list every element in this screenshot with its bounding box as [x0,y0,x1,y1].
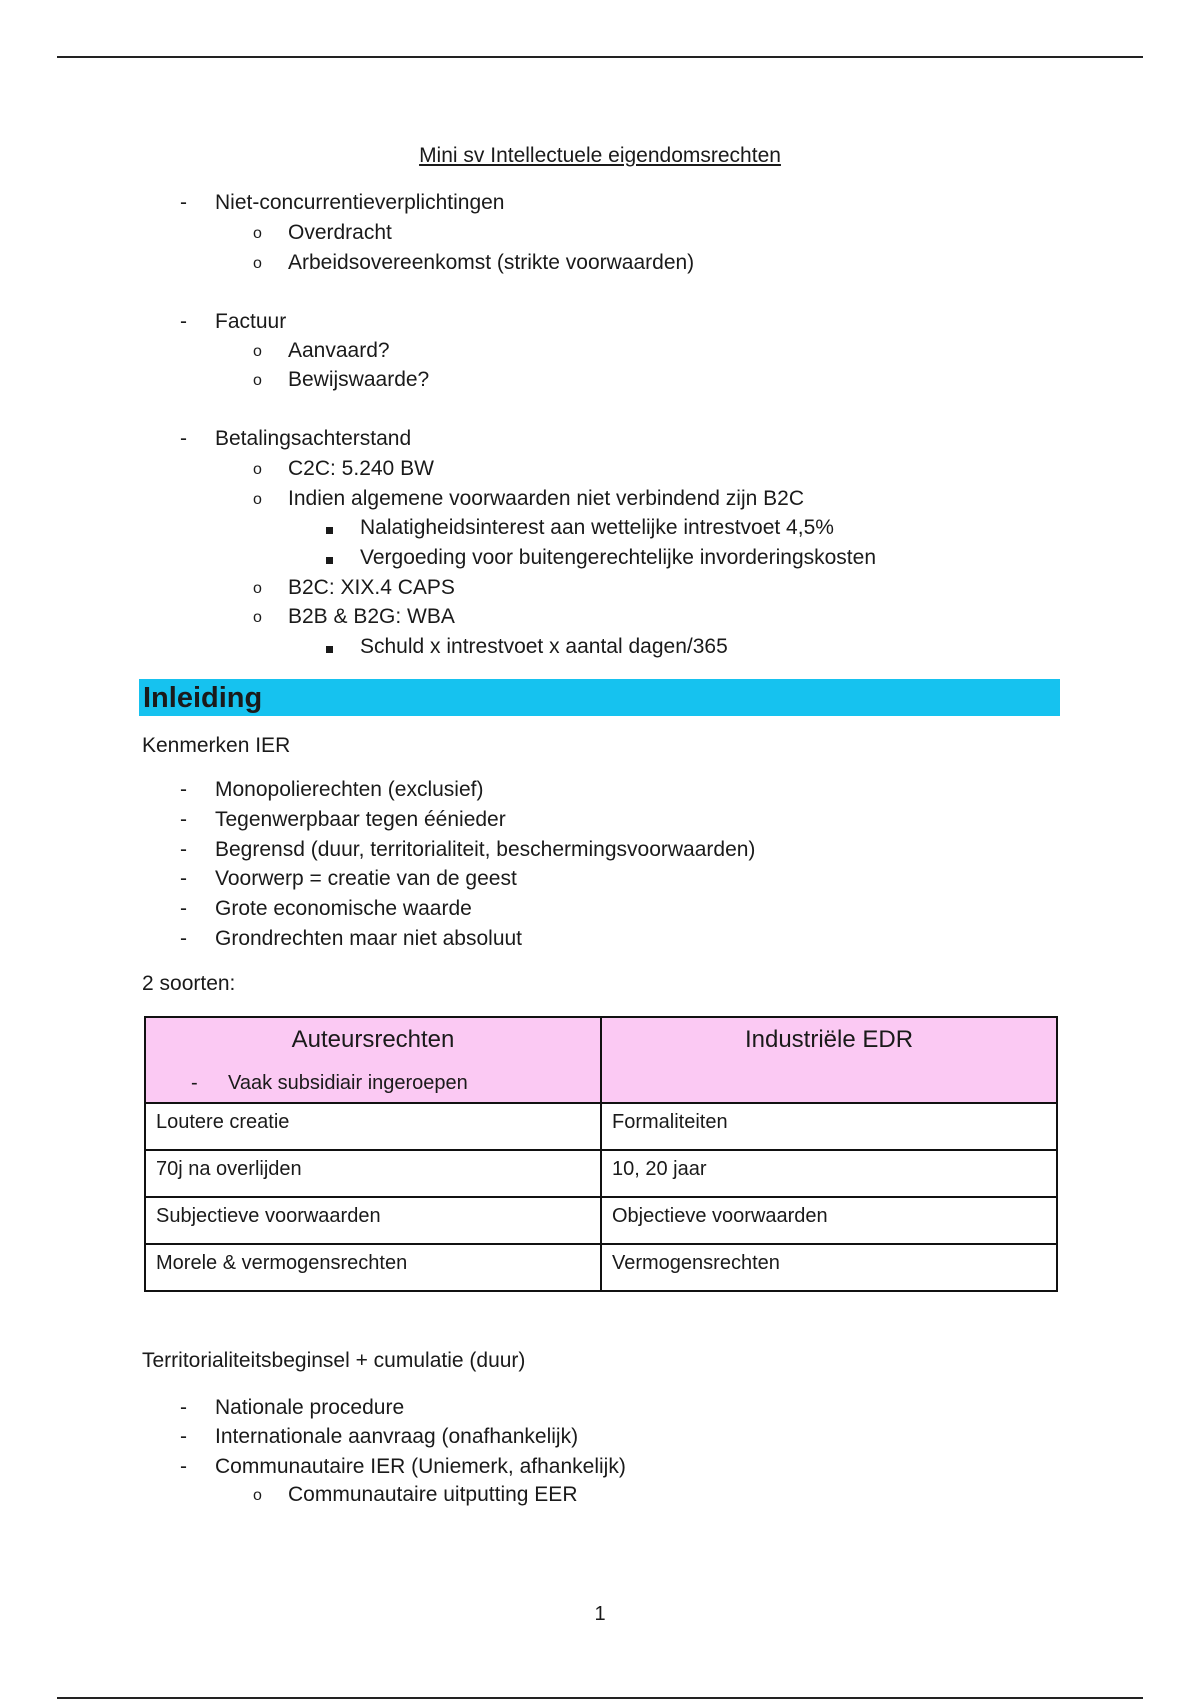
bullet-dash: - [191,1072,198,1094]
bullet-dash: - [180,897,187,920]
table-cell: Formaliteiten [601,1103,1057,1150]
kenmerken-label: Kenmerken IER [142,734,291,757]
footer-rule [57,1697,1143,1699]
list-item: Monopolierechten (exclusief) [215,778,484,801]
list-item: Tegenwerpbaar tegen éénieder [215,808,506,831]
bullet-dash: - [180,1455,187,1478]
bullet-dash: - [180,310,187,333]
list-subitem: Arbeidsovereenkomst (strikte voorwaarden) [288,251,695,274]
bullet-dash: - [180,1396,187,1419]
document-title: Mini sv Intellectuele eigendomsrechten [419,144,781,167]
table-row [145,1244,1057,1291]
bullet-square [326,545,333,571]
list-subitem: Aanvaard? [288,339,390,362]
table-cell: Morele & vermogensrechten [145,1244,601,1291]
bullet-circle: o [253,343,262,360]
bullet-circle: o [253,461,262,478]
header-rule [57,56,1143,58]
table-row [145,1197,1057,1244]
bullet-square [326,634,333,660]
list-subitem: C2C: 5.240 BW [288,457,434,480]
table-cell: 70j na overlijden [145,1150,601,1197]
col2-header: Industriële EDR [744,1026,914,1053]
table-row [145,1103,1057,1150]
bullet-dash: - [180,838,187,861]
table-cell: Vermogensrechten [601,1244,1057,1291]
col1-header-note: Vaak subsidiair ingeroepen [228,1072,468,1094]
bullet-dash: - [180,1425,187,1448]
bullet-dash: - [180,867,187,890]
bullet-square [326,515,333,541]
section-heading-bar [139,679,1060,716]
list-item: Internationale aanvraag (onafhankelijk) [215,1425,579,1448]
table-cell: Objectieve voorwaarden [601,1197,1057,1244]
bullet-dash: - [180,427,187,450]
list-item: Voorwerp = creatie van de geest [215,867,517,890]
bullet-circle: o [253,1487,262,1504]
territorial-label: Territorialiteitsbeginsel + cumulatie (duur) [142,1349,526,1372]
list-item: Niet-concurrentieverplichtingen [215,191,505,214]
list-subsubitem: Nalatigheidsinterest aan wettelijke intrestvoet 4,5% [360,516,834,539]
bullet-circle: o [253,491,262,508]
list-subitem: Indien algemene voorwaarden niet verbindend zijn B2C [288,487,804,510]
list-item: Grote economische waarde [215,897,472,920]
list-subitem: Overdracht [288,221,392,244]
bullet-circle: o [253,225,262,242]
comparison-table [144,1016,1058,1292]
section-heading: Inleiding [143,682,263,714]
bullet-circle: o [253,609,262,626]
table-header-cell [145,1017,601,1103]
bullet-circle: o [253,255,262,272]
list-item: Betalingsachterstand [215,427,412,450]
bullet-dash: - [180,191,187,214]
bullet-dash: - [180,927,187,950]
bullet-circle: o [253,580,262,597]
page-number: 1 [594,1603,606,1625]
list-item: Factuur [215,310,287,333]
list-item: Begrensd (duur, territorialiteit, beschermingsvoorwaarden) [215,838,756,861]
soorten-label: 2 soorten: [142,972,236,995]
list-subsubitem: Vergoeding voor buitengerechtelijke invorderingskosten [360,546,876,569]
table-cell: Subjectieve voorwaarden [145,1197,601,1244]
bullet-dash: - [180,808,187,831]
list-item: Grondrechten maar niet absoluut [215,927,523,950]
list-item: Nationale procedure [215,1396,405,1419]
bullet-dash: - [180,778,187,801]
list-subitem: B2C: XIX.4 CAPS [288,576,455,599]
list-subsubitem: Schuld x intrestvoet x aantal dagen/365 [360,635,728,658]
col1-header: Auteursrechten [291,1026,455,1053]
list-subitem: Communautaire uitputting EER [288,1483,578,1506]
list-subitem: B2B & B2G: WBA [288,605,455,628]
bullet-circle: o [253,372,262,389]
table-cell: 10, 20 jaar [601,1150,1057,1197]
table-header-cell [601,1017,1057,1103]
table-cell: Loutere creatie [145,1103,601,1150]
list-subitem: Bewijswaarde? [288,368,430,391]
list-item: Communautaire IER (Uniemerk, afhankelijk) [215,1455,626,1478]
table-row [145,1150,1057,1197]
table-header-row [145,1017,1057,1103]
